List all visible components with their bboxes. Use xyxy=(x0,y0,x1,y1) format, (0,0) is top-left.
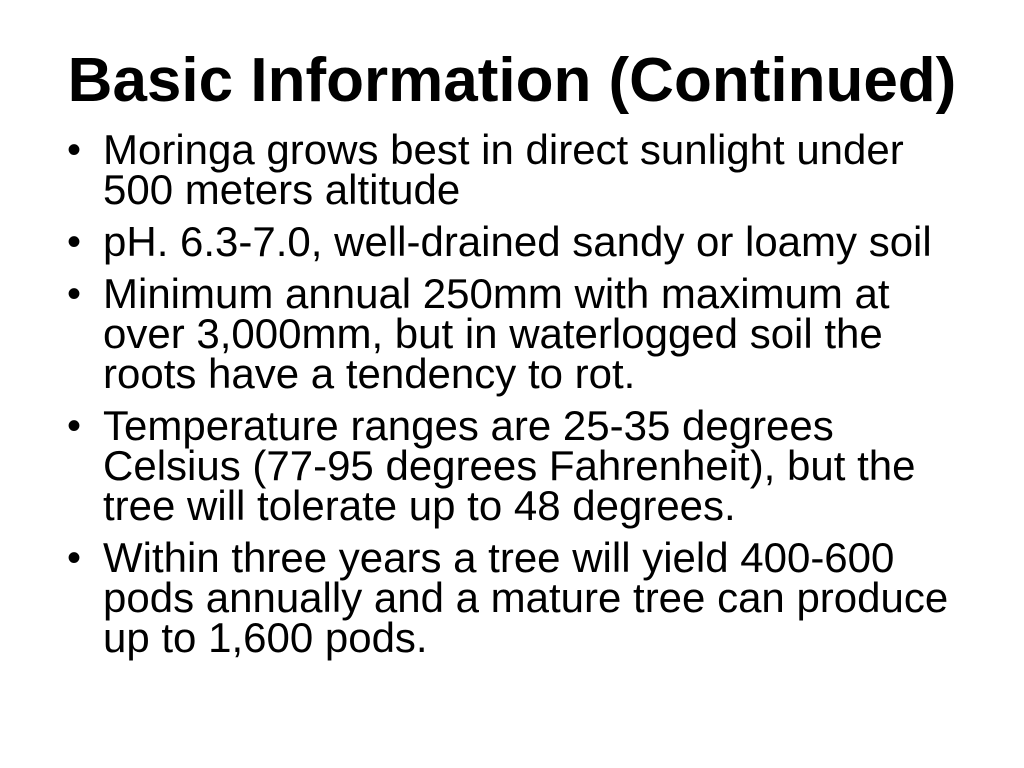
bullet-item-5 xyxy=(65,534,960,661)
bullet-line: pods annually and a mature tree can produce xyxy=(103,574,949,621)
bullet-marker: • xyxy=(67,128,82,172)
bullet-marker: • xyxy=(67,272,82,316)
bullet-item-2 xyxy=(65,218,960,265)
bullet-line: over 3,000mm, but in waterlogged soil the xyxy=(103,310,883,357)
bullet-line: Celsius (77-95 degrees Fahrenheit), but the xyxy=(103,442,916,489)
bullet-line: Minimum annual 250mm with maximum at xyxy=(103,270,890,317)
bullet-line: tree will tolerate up to 48 degrees. xyxy=(103,482,736,529)
bullet-marker: • xyxy=(67,220,82,264)
bullet-item-4 xyxy=(65,402,960,529)
bullet-line: pH. 6.3-7.0, well-drained sandy or loamy soil xyxy=(103,218,932,265)
bullet-line: 500 meters altitude xyxy=(103,166,461,213)
bullet-marker: • xyxy=(67,404,82,448)
bullet-line: up to 1,600 pods. xyxy=(103,614,428,661)
bullet-line: Moringa grows best in direct sunlight under xyxy=(103,126,904,173)
bullet-line: Temperature ranges are 25-35 degrees xyxy=(103,402,834,449)
bullet-item-1 xyxy=(65,126,960,213)
bullet-item-3 xyxy=(65,270,960,397)
slide-title: Basic Information (Continued) xyxy=(67,46,957,115)
bullet-marker: • xyxy=(67,536,82,580)
bullet-line: roots have a tendency to rot. xyxy=(103,350,636,397)
bullet-line: Within three years a tree will yield 400-600 xyxy=(103,534,895,581)
bullet-list xyxy=(65,126,960,670)
